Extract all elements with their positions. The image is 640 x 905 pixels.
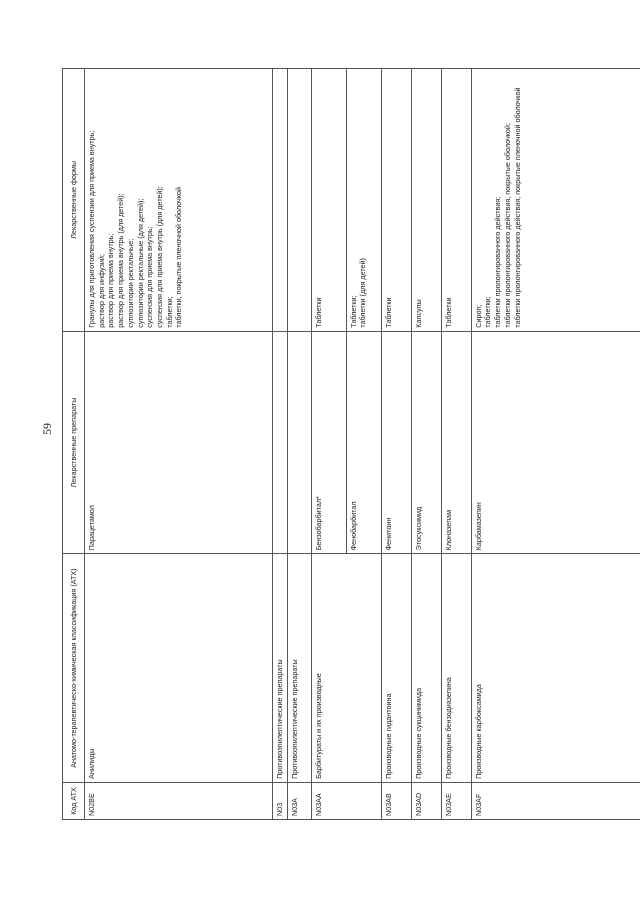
table-row <box>85 69 273 820</box>
table-row <box>273 69 288 820</box>
drug-name-cell: Фенитоин <box>381 331 411 554</box>
dosage-forms-cell <box>441 69 471 332</box>
dosage-form-item: суспензия для приема внутрь (для детей); <box>155 186 165 328</box>
table-row <box>411 69 441 820</box>
drug-name-cell: Карбамазепин <box>471 331 640 554</box>
atc-classification-cell: Производные карбоксамида <box>471 554 640 783</box>
dosage-form-item: Таблетки; <box>348 295 358 328</box>
dosage-forms-cell <box>346 69 381 332</box>
atc-classification-cell: Противоэпилептические препараты <box>287 554 311 783</box>
atc-classification-cell: Производные гидантоина <box>381 554 411 783</box>
dosage-form-item: таблетки пролонгированного действия, покрытые оболочкой; <box>502 123 512 328</box>
dosage-form-item: таблетки пролонгированного действия; <box>493 196 503 328</box>
header-forms: Лекарственные формы <box>63 69 85 332</box>
atc-code-cell: N03AD <box>411 782 441 819</box>
atc-classification-cell: Производные бензодиазепина <box>441 554 471 783</box>
dosage-form-item: Таблетки <box>383 297 393 328</box>
header-code: Код АТХ <box>63 782 85 819</box>
dosage-form-item: таблетки пролонгированного действия, покрытые пленочной оболочкой <box>512 87 522 328</box>
dosage-form-item: таблетки (для детей) <box>358 258 368 328</box>
atc-classification-cell: Анилиды <box>85 554 273 783</box>
atc-drug-table <box>62 68 640 820</box>
drug-name-cell: Бензобарбитал* <box>311 331 346 554</box>
dosage-form-item: раствор для инфузий; <box>96 254 106 328</box>
atc-code-cell: N03A <box>287 782 311 819</box>
header-drugs: Лекарственные препараты <box>63 331 85 554</box>
atc-classification-cell: Производные сукцинимида <box>411 554 441 783</box>
dosage-form-item: таблетки, покрытые пленочной оболочкой <box>174 187 184 328</box>
dosage-forms-cell <box>381 69 411 332</box>
table-row <box>471 69 640 820</box>
table-row <box>311 69 346 820</box>
table-header-row <box>63 69 85 820</box>
drug-name-cell: Парацетамол <box>85 331 273 554</box>
dosage-forms-cell <box>273 69 288 332</box>
dosage-forms-cell <box>311 69 346 332</box>
drug-name-cell <box>287 331 311 554</box>
drug-name-cell <box>273 331 288 554</box>
header-classification: Анатомо-терапевтическо-химическая классификация (АТХ) <box>63 554 85 783</box>
dosage-form-item: Гранулы для приготовления суспензии для приема внутрь; <box>87 130 96 328</box>
table-row <box>287 69 311 820</box>
dosage-form-item: суспензия для приема внутрь; <box>145 226 155 328</box>
dosage-form-item: таблетки; <box>164 296 174 328</box>
drug-name-cell: Этосуксимид <box>411 331 441 554</box>
atc-code-cell: N03AA <box>311 782 381 819</box>
atc-code-cell: N03AE <box>441 782 471 819</box>
table-row <box>381 69 411 820</box>
atc-table-container <box>62 68 568 820</box>
atc-code-cell: N03 <box>273 782 288 819</box>
atc-classification-cell: Барбитураты и их производные <box>311 554 381 783</box>
dosage-form-item: раствор для приема внутрь (для детей); <box>116 193 126 328</box>
page-number: 59 <box>40 423 54 435</box>
dosage-form-item: Таблетки <box>443 297 453 328</box>
atc-code-cell: N02BE <box>85 782 273 819</box>
dosage-forms-cell <box>287 69 311 332</box>
dosage-form-item: Таблетки <box>313 297 323 328</box>
atc-classification-cell: Противоэпилептические препараты <box>273 554 288 783</box>
atc-code-cell: N03AB <box>381 782 411 819</box>
dosage-form-item: суппозитории ректальные (для детей); <box>135 198 145 328</box>
table-row <box>441 69 471 820</box>
dosage-forms-cell <box>85 69 273 332</box>
atc-code-cell: N03AF <box>471 782 640 819</box>
drug-name-cell: Клоназепам <box>441 331 471 554</box>
dosage-form-item: Капсулы <box>413 299 423 328</box>
dosage-form-item: суппозитории ректальные; <box>125 238 135 328</box>
dosage-form-item: раствор для приема внутрь; <box>106 233 116 328</box>
table-body <box>85 69 640 820</box>
dosage-forms-cell <box>411 69 441 332</box>
dosage-form-item: Сироп; <box>473 304 483 328</box>
dosage-form-item: таблетки; <box>483 296 493 328</box>
drug-name-cell: Фенобарбитал <box>346 331 381 554</box>
dosage-forms-cell <box>471 69 640 332</box>
